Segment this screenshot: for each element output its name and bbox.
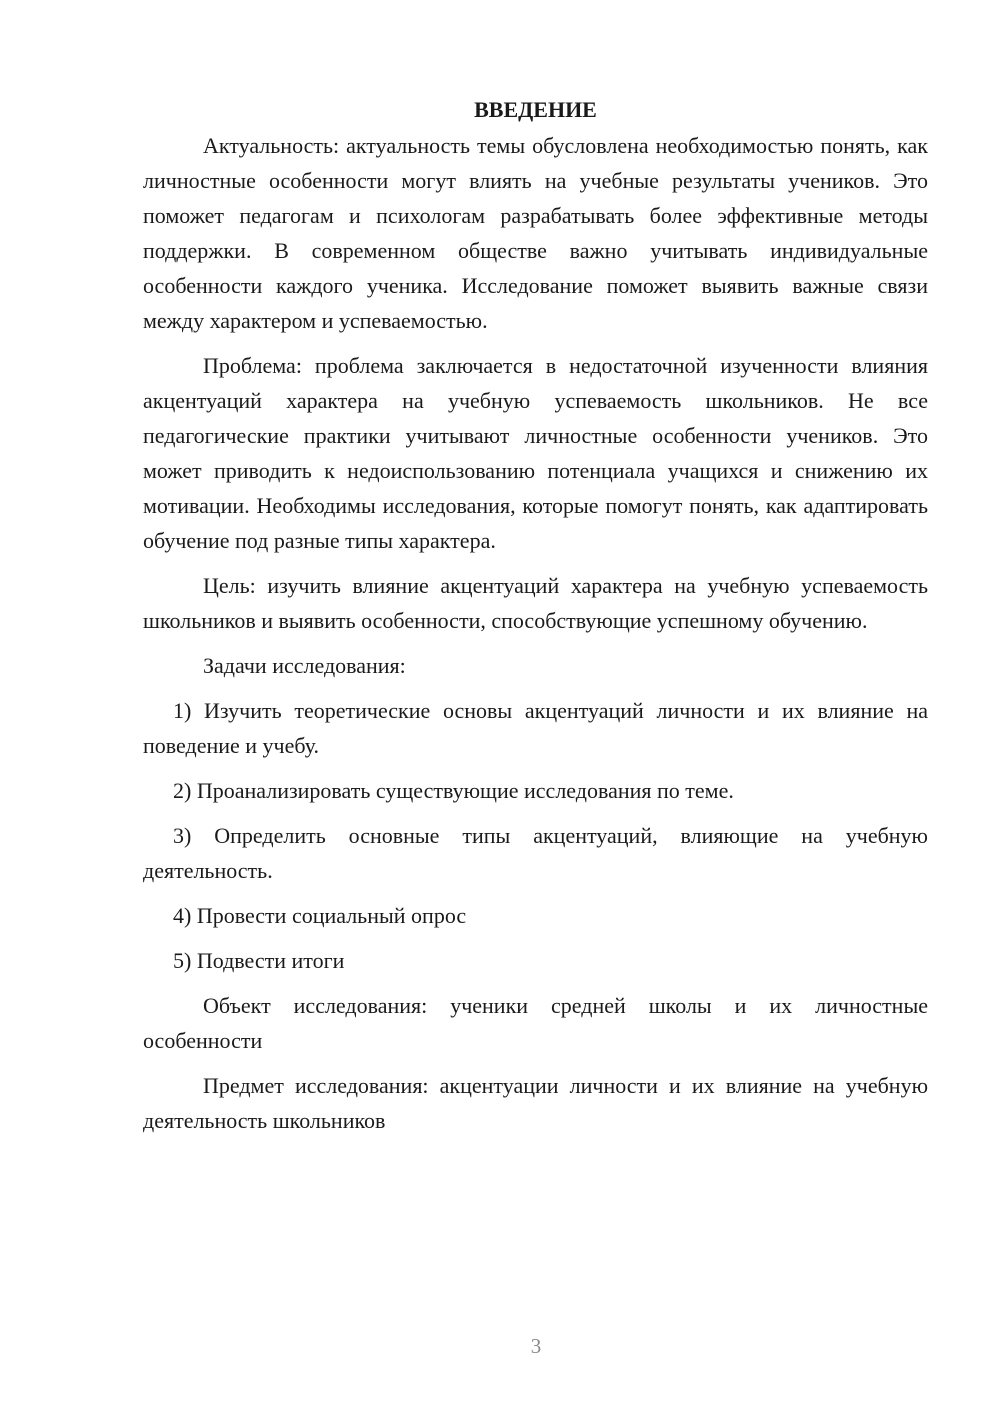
page-number: 3 [530, 1334, 542, 1358]
task-item-1: 1) Изучить теоретические основы акцентуаций личности и их влияние на поведение и учебу. [143, 698, 928, 758]
task-item-5: 5) Подвести итоги [173, 948, 345, 973]
problem-paragraph: Проблема: проблема заключается в недостаточной изученности влияния акцентуаций характера на учебную успеваемость школьников. Не все педагогические практики учитывают личностные особенности учеников. Это может приводить к недоиспользованию потенциала учащихся и снижению их мотивации. Необходимы исследования, которые помогут понять, как адаптировать обучение под разные типы характера. [143, 353, 928, 553]
section-heading: ВВЕДЕНИЕ [474, 97, 597, 122]
task-item-3: 3) Определить основные типы акцентуаций, влияющие на учебную деятельность. [143, 823, 928, 883]
task-item-2: 2) Проанализировать существующие исследования по теме. [173, 778, 734, 803]
object-paragraph: Объект исследования: ученики средней школы и их личностные особенности [143, 993, 928, 1053]
relevance-paragraph: Актуальность: актуальность темы обусловлена необходимостью понять, как личностные особенности могут влиять на учебные результаты учеников. Это поможет педагогам и психологам разрабатывать более эффективные методы поддержки. В современном обществе важно учитывать индивидуальные особенности каждого ученика. Исследование поможет выявить важные связи между характером и успеваемостью. [143, 133, 928, 333]
task-item-4: 4) Провести социальный опрос [173, 903, 467, 928]
goal-paragraph: Цель: изучить влияние акцентуаций характера на учебную успеваемость школьников и выявить особенности, способствующие успешному обучению. [143, 573, 928, 633]
subject-paragraph: Предмет исследования: акцентуации личности и их влияние на учебную деятельность школьников [143, 1073, 928, 1133]
page-content [143, 92, 928, 1148]
tasks-title: Задачи исследования: [203, 653, 406, 678]
